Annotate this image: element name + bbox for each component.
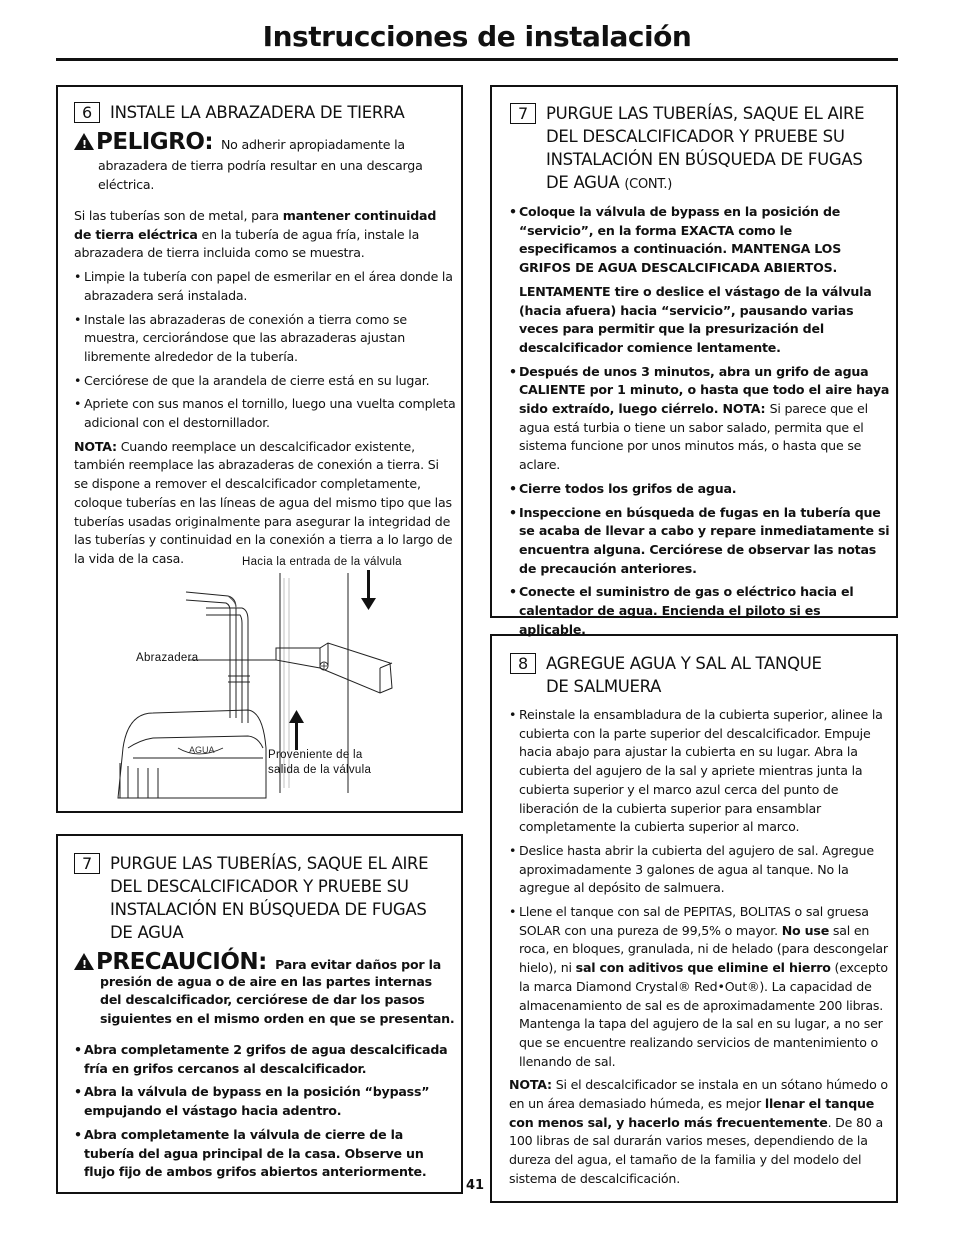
section-7-cont-title: PURGUE LAS TUBERÍAS, SAQUE EL AIRE DEL DESCALCIFICADOR Y PRUEBE SU INSTALACIÓN EN BÚSQUEDA DE FUGAS DE AGUA (CONT.): [546, 104, 865, 192]
caution-text-2: presión de agua o de aire en las partes internas del descalcificador, cerciórese de dar los pasos siguientes en el mismo orden en que se presentan.: [100, 973, 455, 1027]
section-8-heading: [510, 652, 890, 698]
unit-label: AGUA: [189, 745, 215, 755]
step-number: 7: [74, 853, 100, 874]
list-item: • Apriete con sus manos el tornillo, luego una vuelta completa adicional con el destornillador.: [74, 395, 456, 432]
caution-text-1: Para evitar daños por la: [275, 957, 442, 972]
section-7-heading: [74, 852, 454, 944]
danger-text-2: abrazadera de tierra podría resultar en una descarga: [98, 158, 423, 173]
list-item: • Abra la válvula de bypass en la posición “bypass” empujando el vástago hacia adentro.: [74, 1083, 456, 1120]
danger-notice: [74, 129, 454, 194]
intro-paragraph: Si las tuberías son de metal, para mantener continuidad de tierra eléctrica en la tubería de agua fría, instale la abrazadera de tierra incluida como se muestra.: [74, 208, 437, 261]
danger-word: PELIGRO:: [96, 129, 214, 155]
list-item-sub: LENTAMENTE tire o deslice el vástago de la válvula (hacia afuera) hacia “servicio”, pausando varias veces para permitir que la presurización del descalcificador comience lentamente.: [519, 283, 872, 355]
danger-text-3: eléctrica.: [98, 176, 155, 192]
title-rule: [56, 58, 898, 61]
section-7-title: PURGUE LAS TUBERÍAS, SAQUE EL AIRE DEL DESCALCIFICADOR Y PRUEBE SU INSTALACIÓN EN BÚSQUEDA DE FUGAS DE AGUA: [110, 854, 429, 942]
outlet-label-2: salida de la válvula: [268, 764, 372, 776]
list-item: • Instale las abrazaderas de conexión a tierra como se muestra, cerciorándose que las abrazaderas ajustan libremente alrededor de la tubería.: [74, 311, 456, 367]
section-7-body: [74, 1041, 456, 1187]
list-item: • Conecte el suministro de gas o eléctrico hacia el calentador de agua. Encienda el piloto si es aplicable.: [509, 583, 891, 639]
list-item: • Abra completamente la válvula de cierre de la tubería del agua principal de la casa. Observe un flujo fijo de ambos grifos abiertos anteriormente.: [74, 1126, 456, 1182]
list-item: • Limpie la tubería con papel de esmerilar en el área donde la abrazadera será instalada.: [74, 268, 456, 305]
section-8-body: [509, 706, 889, 1194]
step-number: 6: [74, 102, 100, 123]
list-item: • Después de unos 3 minutos, abra un grifo de agua CALIENTE por 1 minuto, o hasta que todo el aire haya sido extraído, luego ciérrelo. NOTA: Si parece que el agua está turbia o tiene un sabor salado, permita que el sistema funcione por unos minutos más, o hasta que se aclare.: [509, 363, 891, 475]
list-item: • Cerciórese de que la arandela de cierre está en su lugar.: [74, 372, 456, 391]
step-number: 8: [510, 653, 536, 674]
page-title: Instrucciones de instalación: [262, 20, 692, 53]
list-item: • Inspeccione en búsqueda de fugas en la tubería que se acaba de llevar a cabo y repare inmediatamente si encuentra alguna. Cerciórese de observar las notas de precaución anteriores.: [509, 504, 891, 579]
list-item: • Coloque la válvula de bypass en la posición de “servicio”, en la forma EXACTA como le especificamos a continuación. MANTENGA LOS GRIFOS DE AGUA DESCALCIFICADA ABIERTOS.: [509, 203, 891, 278]
page-number: 41: [466, 1178, 485, 1193]
section-6-body: [74, 207, 456, 574]
list-item: • Reinstale la ensambladura de la cubierta superior, alinee la cubierta con la parte superior del descalcificador. Empuje hacia abajo para ajustar la cubierta en su lugar. Abra la cubierta del agujero de la sal y apriete mientras junta la cubierta superior y el marco azul cerca del punto de liberación de la cubierta superior para ensamblar completamente la cubierta superior al marco.: [509, 706, 889, 837]
caution-notice: [74, 949, 456, 1029]
clamp-label: Abrazadera: [136, 652, 199, 664]
section-6-heading: [74, 101, 454, 124]
danger-text-1: No adherir apropiadamente la: [220, 137, 405, 152]
list-item: • Llene el tanque con sal de PEPITAS, BOLITAS o sal gruesa SOLAR con una pureza de 99,5% o mayor. No use sal en roca, en bloques, granulada, ni de helado (para descongelar hielo), ni sal con aditivos que elimine el hierro (excepto la marca Diamond Crystal® Red•Out®). La capacidad de almacenamiento de sal es de aproximadamente 200 libras. Mantenga la tapa del agujero de la sal en su lugar, a no ser que se encuentre realizando servicios de mantenimiento o llenando de sal.: [509, 903, 889, 1071]
step-number: 7: [510, 103, 536, 124]
warning-icon: !: [74, 133, 94, 150]
note-paragraph: NOTA: Si el descalcificador se instala en un sótano húmedo o en un área demasiado húmeda, es mejor llenar el tanque con menos sal, y hacerlo más frecuentemente. De 80 a 100 libras de sal durarán varios meses, dependiendo de la dureza del agua, el tamaño de la familia y del modelo del sistema de descalcificación.: [509, 1077, 888, 1186]
section-8-title: AGREGUE AGUA Y SAL AL TANQUE DE SALMUERA: [546, 654, 822, 696]
list-item: • Cierre todos los grifos de agua.: [509, 480, 891, 499]
outlet-label-1: Proveniente de la: [268, 749, 363, 761]
list-item: • Abra completamente 2 grifos de agua descalcificada fría en grifos cercanos al descalcificador.: [74, 1041, 456, 1078]
inlet-label: Hacia la entrada de la válvula: [242, 556, 402, 568]
ground-clamp-diagram: [58, 548, 461, 810]
note-paragraph: NOTA: Cuando reemplace un descalcificador existente, también reemplace las abrazaderas de conexión a tierra. Si se dispone a remover el descalcificador completamente, coloque tuberías en las líneas de agua del mismo tipo que las tuberías usadas originalmente para asegurar la integridad de las tuberías y continuidad en la conexión a tierra a lo largo de la vida de la casa.: [74, 438, 453, 566]
section-7-cont-body: [509, 203, 891, 644]
section-7-cont-heading: [510, 102, 890, 196]
warning-icon: !: [74, 953, 94, 970]
list-item: • Deslice hasta abrir la cubierta del agujero de sal. Agregue aproximadamente 3 galones de agua al tanque. No la agregue al depósito de salmuera.: [509, 842, 889, 898]
caution-word: PRECAUCIÓN:: [96, 949, 267, 975]
section-6-title: INSTALE LA ABRAZADERA DE TIERRA: [110, 103, 405, 122]
